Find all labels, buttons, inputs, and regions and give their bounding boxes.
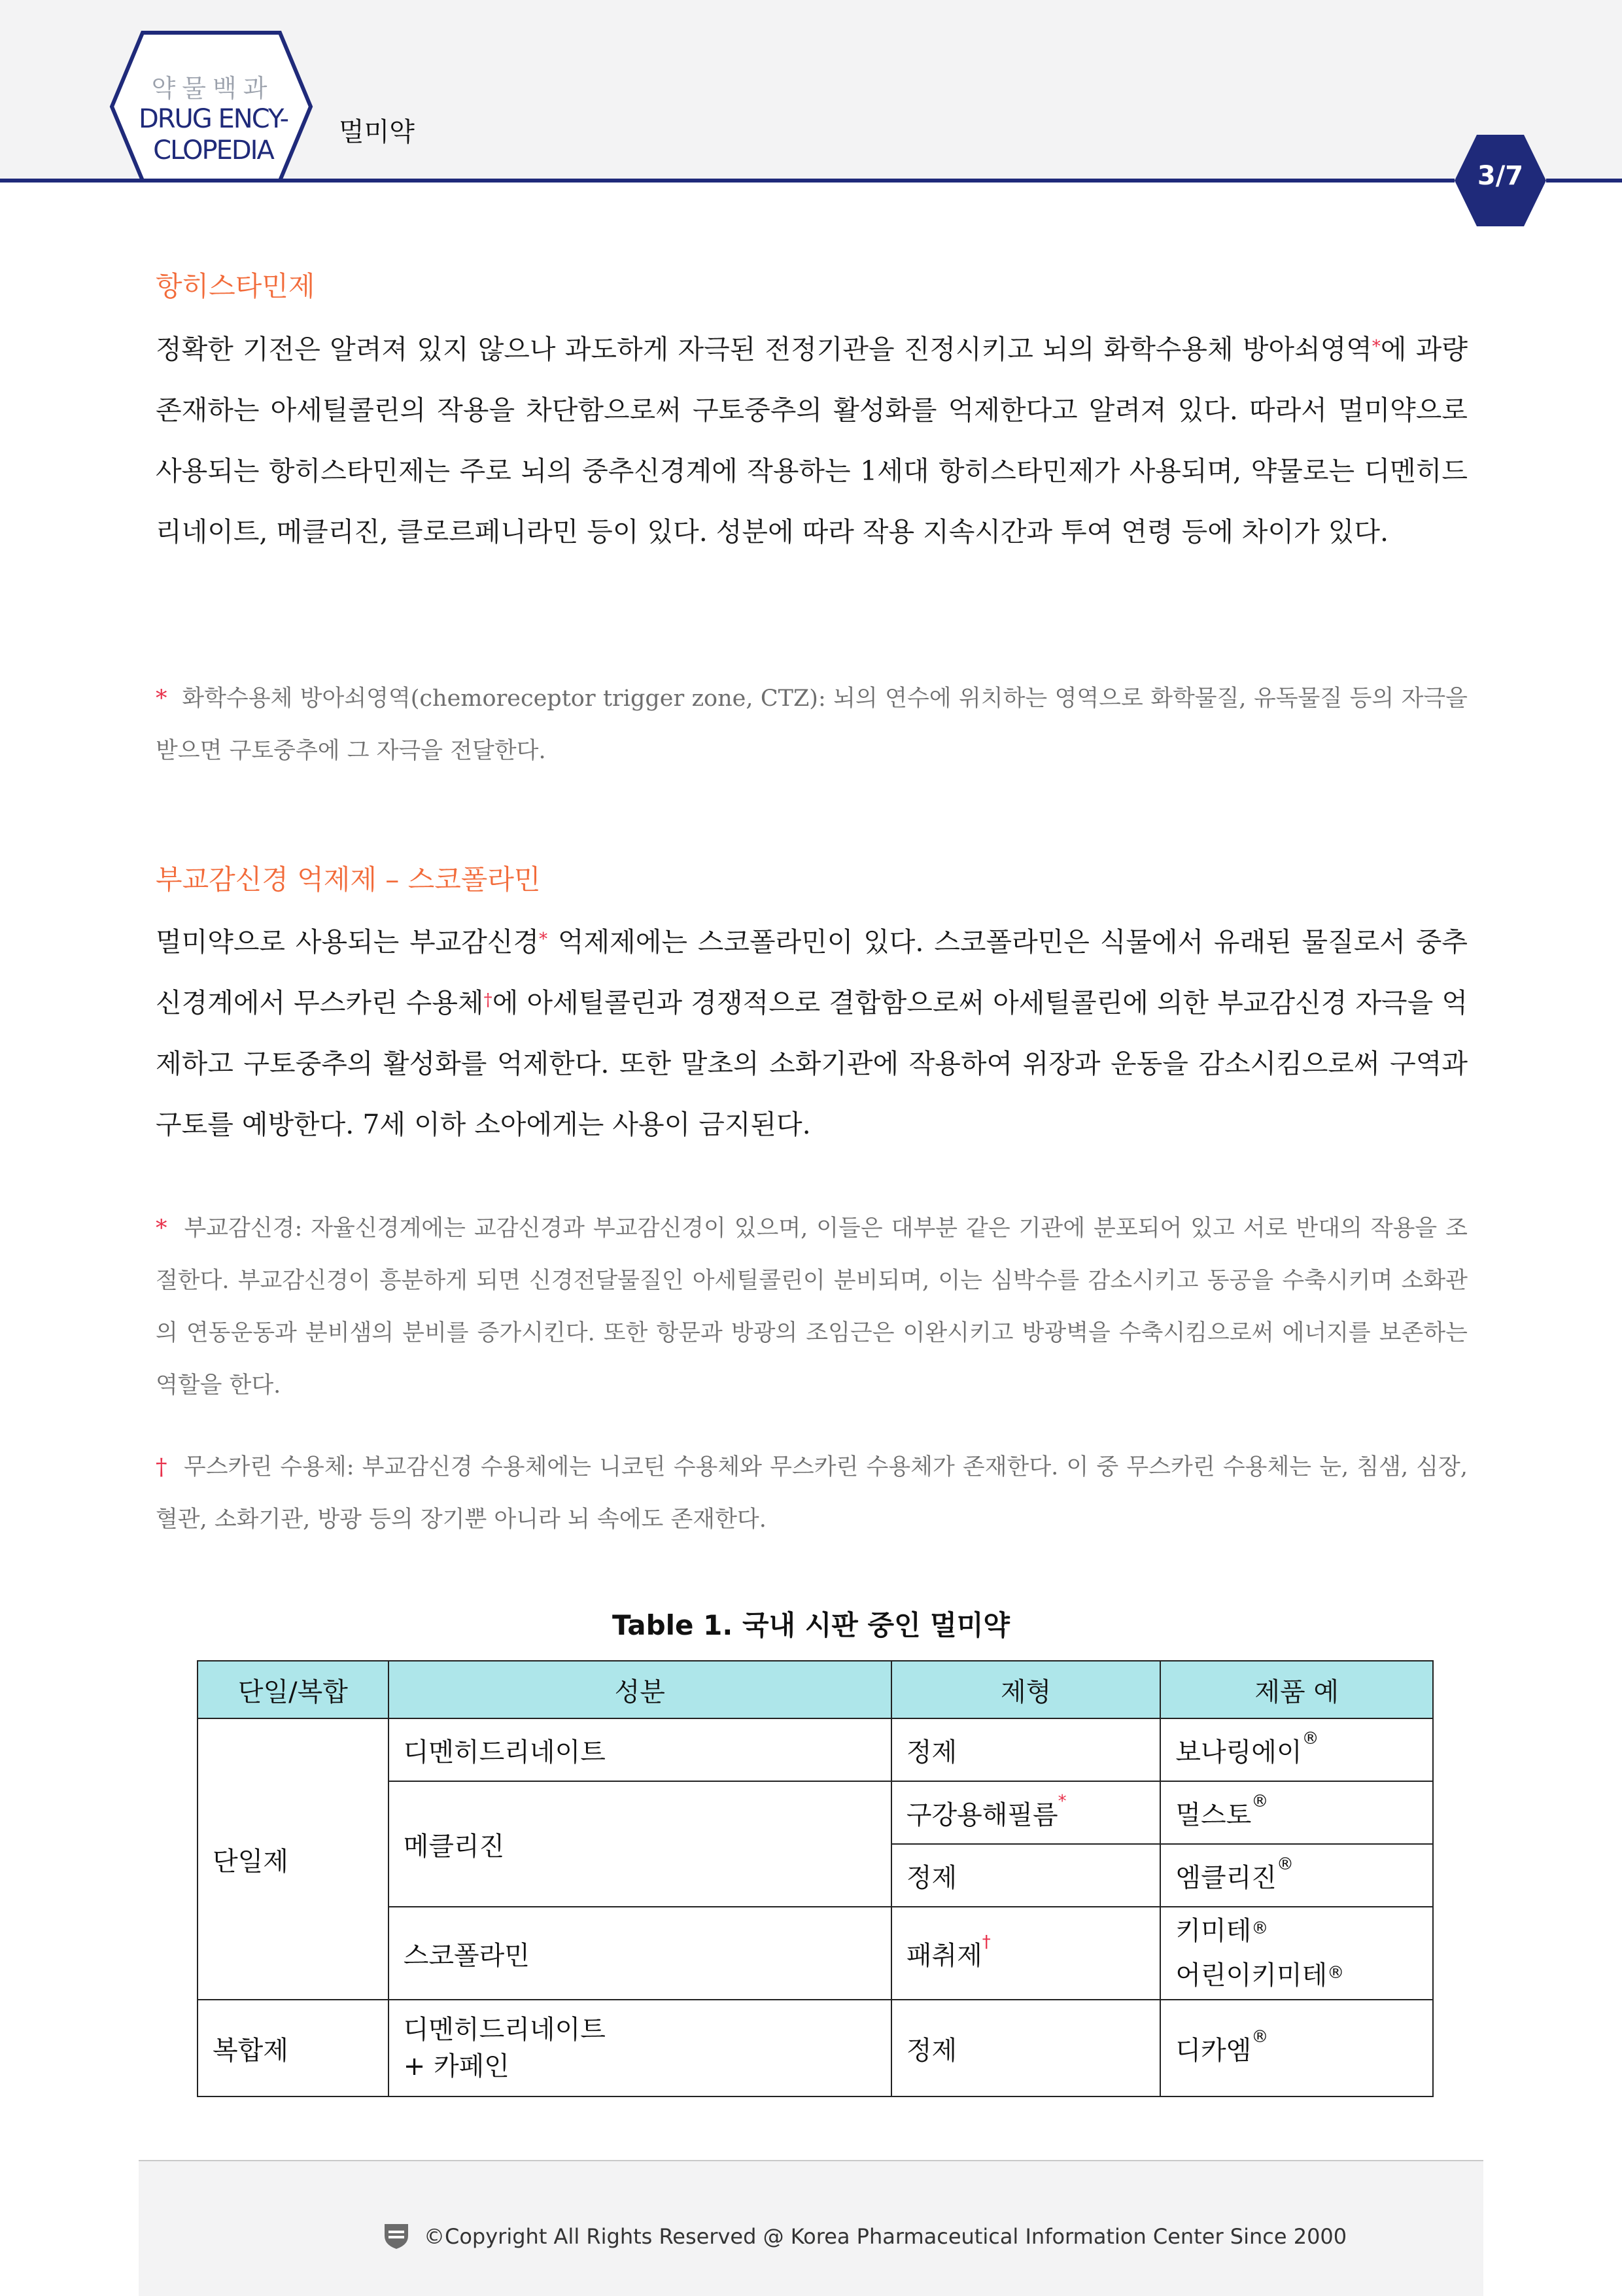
logo-english [128, 103, 298, 166]
logo-english-line1: DRUG ENCY- [138, 104, 288, 134]
product-name: 보나링에이 [1175, 1737, 1302, 1767]
section-paragraph-antihistamine [156, 319, 1468, 563]
footnote-mark: * [156, 1215, 167, 1242]
table-cell-product [1160, 1781, 1433, 1844]
ingredient-line: + 카페인 [403, 2051, 509, 2081]
table-cell-form [891, 1907, 1161, 2000]
paragraph-text: 억제제에는 스코폴라민이 있다. 스코폴라민은 식물에서 유래된 물질로서 중추신경계에서 무스카린 수용체 [156, 926, 1468, 1018]
logo-english-line2: CLOPEDIA [153, 135, 273, 165]
product-name: 엠클리진 [1175, 1862, 1277, 1893]
registered-mark: ® [1251, 1919, 1269, 1938]
registered-mark: ® [1251, 1791, 1269, 1811]
table-header-cell: 단일/복합 [198, 1661, 388, 1718]
table-cell-form: 정제 [891, 1844, 1161, 1907]
shield-icon [382, 2221, 411, 2250]
product-name: 키미테 [1175, 1916, 1252, 1946]
footnote-text: 무스카린 수용체: 부교감신경 수용체에는 니코틴 수용체와 무스카린 수용체가 존재한다. 이 중 무스카린 수용체는 눈, 침샘, 심장, 혈관, 소화기관, 방광 등의 장기뿐 아니라 뇌 속에도 존재한다. [156, 1454, 1468, 1533]
footnote-mark: * [1058, 1791, 1067, 1811]
logo-korean: 약물백과 [151, 74, 274, 103]
footnote-mark: † [156, 1454, 168, 1480]
table-cell-product [1160, 1907, 1433, 2000]
registered-mark: ® [1327, 1963, 1345, 1983]
table-header-cell: 제품 예 [1160, 1661, 1433, 1718]
ingredient-line: 디멘히드리네이트 [403, 2015, 606, 2045]
paragraph-text: 정확한 기전은 알려져 있지 않으나 과도하게 자극된 전정기관을 진정시키고 뇌의 화학수용체 방아쇠영역 [156, 334, 1372, 365]
section-title-scopolamine: 부교감신경 억제제 – 스코폴라민 [156, 863, 541, 896]
footnote-mark: * [1372, 337, 1381, 357]
table-title: Table 1. 국내 시판 중인 멀미약 [612, 1609, 1010, 1641]
form-name: 패취제 [906, 1940, 982, 1971]
registered-mark: ® [1276, 1854, 1294, 1874]
product-name: 어린이키미테 [1175, 1960, 1328, 1991]
table-cell-product [1160, 1844, 1433, 1907]
product-line [1175, 1909, 1418, 1953]
table-row [198, 1718, 1433, 1781]
form-name: 구강용해필름 [906, 1800, 1058, 1830]
paragraph-text: 에 과량 존재하는 아세틸콜린의 작용을 차단함으로써 구토중추의 활성화를 억제한다고 알려져 있다. 따라서 멀미약으로 사용되는 항히스타민제는 주로 뇌의 중추신경계에 작용하는 1세대 항히스타민제가 사용되며, 약물로는 디멘히드리네이트, 메클리진, 클로르페니라민 등이 있다. 성분에 따라 작용 지속시간과 투여 연령 등에 차이가 있다. [156, 334, 1468, 548]
product-name: 멀스토 [1175, 1800, 1252, 1830]
paragraph-text: 에 아세틸콜린과 경쟁적으로 결합함으로써 아세틸콜린에 의한 부교감신경 자극을 억제하고 구토중추의 활성화를 억제한다. 또한 말초의 소화기관에 작용하여 위장과 운동을 감소시킴으로써 구역과 구토를 예방한다. 7세 이하 소아에게는 사용이 금지된다. [156, 987, 1468, 1140]
page-footer [139, 2160, 1483, 2296]
table-header-cell: 제형 [891, 1661, 1161, 1718]
page-header [0, 0, 1622, 181]
table-cell-ingredient: 스코폴라민 [388, 1907, 891, 2000]
registered-mark: ® [1251, 2026, 1269, 2047]
table-cell-product [1160, 2000, 1433, 2096]
product-name: 디카엠 [1175, 2035, 1252, 2066]
table-cell-ingredient: 메클리진 [388, 1781, 891, 1907]
footnote-mark: * [156, 686, 167, 712]
table-cell-form: 정제 [891, 1718, 1161, 1781]
product-line [1175, 1953, 1418, 1998]
table-cell-form [891, 1781, 1161, 1844]
footnote-mark: † [982, 1932, 991, 1952]
footnote-ctz [156, 672, 1468, 777]
table-cell-ingredient [388, 2000, 891, 2096]
document-title: 멀미약 [339, 117, 415, 147]
copyright-text: ©Copyright All Rights Reserved @ Korea Pharmaceutical Information Center Since 2000 [424, 2224, 1347, 2249]
page-number: 3/7 [1477, 161, 1524, 191]
table-cell-form: 정제 [891, 2000, 1161, 2096]
table-row [198, 2000, 1433, 2096]
footnote-mark: † [483, 990, 492, 1010]
table-cell-product [1160, 1718, 1433, 1781]
footnote-text: 화학수용체 방아쇠영역(chemoreceptor trigger zone, CTZ): 뇌의 연수에 위치하는 영역으로 화학물질, 유독물질 등의 자극을 받으면 구토중추에 그 자극을 전달한다. [156, 686, 1468, 764]
table-cell-ingredient: 디멘히드리네이트 [388, 1718, 891, 1781]
table-header-cell: 성분 [388, 1661, 891, 1718]
footnote-parasympathetic [156, 1202, 1468, 1412]
footnote-text: 부교감신경: 자율신경계에는 교감신경과 부교감신경이 있으며, 이들은 대부분 같은 기관에 분포되어 있고 서로 반대의 작용을 조절한다. 부교감신경이 흥분하게 되면 신경전달물질인 아세틸콜린이 분비되며, 이는 심박수를 감소시키고 동공을 수축시키며 소화관의 연동운동과 분비샘의 분비를 증가시킨다. 또한 항문과 방광의 조임근은 이완시키고 방광벽을 수축시킴으로써 에너지를 보존하는 역할을 한다. [156, 1215, 1468, 1399]
footnote-muscarinic [156, 1441, 1468, 1546]
table-header-row [198, 1661, 1433, 1718]
footnote-mark: * [539, 930, 548, 949]
drug-table [197, 1660, 1434, 2097]
table-cell-combo: 복합제 [198, 2000, 388, 2096]
registered-mark: ® [1302, 1728, 1319, 1748]
section-paragraph-scopolamine [156, 912, 1468, 1155]
section-title-antihistamine: 항히스타민제 [156, 270, 315, 302]
paragraph-text: 멀미약으로 사용되는 부교감신경 [156, 926, 540, 958]
table-cell-single: 단일제 [198, 1718, 388, 2000]
